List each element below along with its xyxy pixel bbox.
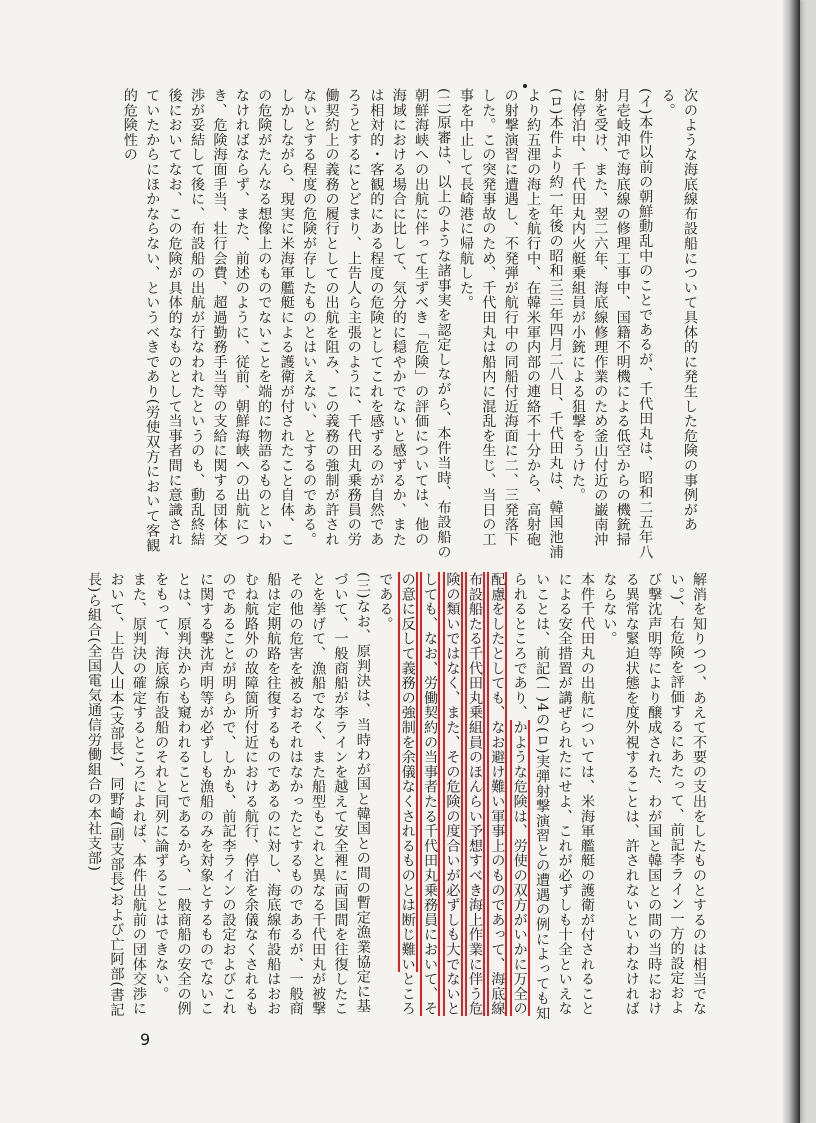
item-ro-paragraph <box>455 88 567 560</box>
section-2-label: (二) <box>435 88 452 116</box>
upper-text-block <box>96 88 701 560</box>
lower-paragraph-2-end: ところである。 <box>377 572 416 1017</box>
item-i-label: (イ) <box>637 88 654 116</box>
section-2-paragraph-2: しかしながら、現実に米海軍艦艇による護衛が付されたこと自体、この危険がたんなる想像上のものでないことを端的に物語るものといわなければならず、また、前述のように、従前、朝鮮海峡への出航につき、危険海面手当、壮行会費、超過勤務手当等の支給に関する団体交渉が妥結して後に、布設船の出航が行なわれたというのも、動乱終結後においてなお、この危険が具体的なものとして当事者間に意識されていたからにほかならない、というべきであり(労使双方において客観的危険性の <box>121 88 295 553</box>
lower-paragraph-2-start: 本件千代田丸の出航については、米海軍艦艇の護衛が付されることによる安全措置が講ぜられたにせよ、これが必ずしも十全といえないことは、前記(一)4の(ロ)実弾射撃演習との遭遇の例によっても知られるところであり、 <box>511 572 595 1021</box>
lower-paragraph-4: また、原判決の確定するところによれば、本件出航前の団体交渉において、上告人山本(支部長)、同野崎(副支部長)および亡阿部(書記長)ら組合(全国電気通信労働組合の本社支部) <box>86 572 147 1018</box>
lower-paragraph-3 <box>150 572 374 1027</box>
lower-paragraph-1: 解消を知りつつ、あえて不要の支出をしたものとするのは相当でない。)、右危険を評価するにあたって、前記李ライン一方的設定および撃沈声明等により醸成された、わが国と韓国との間の当時における異常な緊迫状態を度外視することは、許されないといわなければならない。 <box>601 572 707 1016</box>
item-ro-text: 本件より約一年後の昭和三三年四月二八日、千代田丸は、韓国池浦より約五浬の海上を航行中、在韓米軍内部の連絡不十分から、高射砲の射撃演習に遭遇し、不発弾が航行中の同船付近海面に二、三発落下した。この突発事故のため、千代田丸は船内に混乱を生じ、当日の工事を中止して長崎港に帰航した。 <box>457 88 564 560</box>
lower-paragraph-2 <box>374 572 598 1027</box>
page-number: 9 <box>140 1030 151 1049</box>
scan-edge-shadow <box>782 0 800 1123</box>
section-2-paragraph-1 <box>298 88 455 560</box>
section-2-text-1: 原審は、以上のような諸事実を認定しながら、本件当時、布設船の朝鮮海峡への出航に伴って生ずべき「危険」の評価については、他の海域における場合に比して、気分的に穏やかでないと感ずるか、または相対的・客観的にある程度の危険としてこれを感ずるのが自然であろうとするにとどまり、上告人ら主張のように、千代田丸乗務員の労働契約上の義務の履行としての出航を阻み、この義務の強制が許されないとする程度の危険が存したものとはいえない、とするのである。 <box>301 88 452 560</box>
intro-paragraph: 次のような海底線布設船について具体的に発生した危険の事例がある。 <box>659 88 698 532</box>
item-i-paragraph <box>567 88 657 560</box>
lower-text-block <box>86 572 710 1027</box>
item-i-text: 本件以前の朝鮮動乱中のことであるが、千代田丸は、昭和二五年八月壱岐沖で海底線の修理工事中、国籍不明機による低空からの機銃掃射を受け、また、翌二六年、海底線修理作業のため釜山付近の巌南沖に停泊中、千代田丸内火艇乗組員が小銃による狙撃をうけた。 <box>569 88 654 560</box>
section-3-text: なお、原判決は、当時わが国と韓国との間の暫定漁業協定に基づいて、一般商船が李ラインを越えて安全裡に両国間を往復したことを挙げて、漁船でなく、また船型もこれと異なる千代田丸が被撃その他の危害を被るおそれはなかったとするものであるが、一般商船は定期航路を往復するものであるのに対し、海底線布設船はおおむね航路外の故障箇所付近における航行、停泊を余儀なくされるものであることが明らかで、しかも、前記李ラインの設定およびこれに関する撃沈声明等が必ずしも漁船のみを対象とするものでないことは、原判決からも窺われることであるから、一般商船の安全の例をもって、海底線布設船のそれと同列に論ずることはできない。 <box>153 572 371 1016</box>
item-ro-label: (ロ) <box>547 88 564 116</box>
section-3-label: (三) <box>354 572 371 600</box>
red-underlined-passage: かような危険は、労使の双方がいかに万全の配慮をしたとしても、なお避け難い軍事上のものであって、海底線布設船たる千代田丸乗組員のほんらい予想すべき海上作業に伴う危険の類いではなく、また、その危険の度合いが必ずしも大でないとしても、なお、労働契約の当事者たる千代田丸乗務員において、その意に反して義務の強制を余儀なくされるものとは断じ難い <box>399 572 528 1016</box>
